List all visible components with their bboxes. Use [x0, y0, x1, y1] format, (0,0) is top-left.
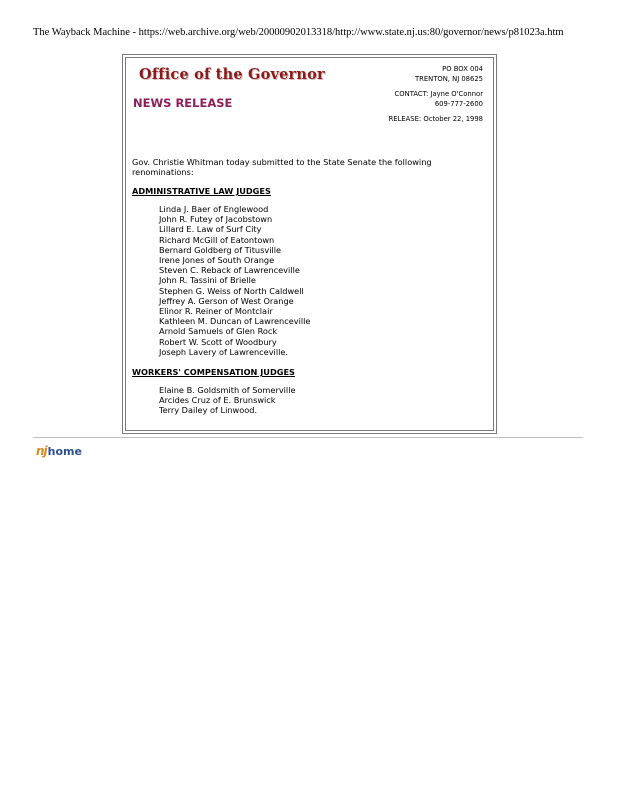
judge-list-item: Robert W. Scott of Woodbury [159, 336, 277, 347]
contact-block [389, 65, 483, 125]
judge-list-item: Terry Dailey of Linwood. [159, 405, 258, 416]
intro-paragraph: Gov. Christie Whitman today submitted to the State Senate the following renominations: [132, 157, 432, 177]
judge-list-item: Stephen G. Weiss of North Caldwell [159, 285, 304, 296]
judge-list-item: Lillard E. Law of Surf City [159, 224, 262, 235]
home-link-label: home [47, 445, 82, 458]
judge-list-item: John R. Tassini of Brielle [159, 275, 256, 286]
city-zip: TRENTON, NJ 08625 [414, 74, 483, 83]
judge-list-item: Richard McGill of Eatontown [159, 234, 275, 245]
wayback-url-header: The Wayback Machine - https://web.archive.org/web/20000902013318/http://www.state.nj.us:80/governor/news/p81023a.htm [33, 27, 564, 38]
news-release-inner-border [125, 57, 494, 431]
nj-logo: nj [36, 444, 47, 458]
office-of-governor-title: Office of the Governor [139, 66, 325, 83]
judge-list-item: Bernard Goldberg of Titusville [159, 244, 282, 255]
contact-phone: 609-777-2600 [434, 99, 483, 108]
release-date: RELEASE: October 22, 1998 [388, 115, 483, 123]
judge-list-item: Jeffrey A. Gerson of West Orange [159, 295, 294, 306]
judge-list-item: Elinor R. Reiner of Montclair [159, 306, 273, 317]
nj-home-link[interactable] [36, 444, 82, 458]
news-release-box [122, 54, 497, 434]
judge-list-item: Kathleen M. Duncan of Lawrenceville [159, 316, 311, 327]
workers-comp-judges-list [159, 385, 296, 416]
horizontal-divider [33, 437, 583, 438]
judge-list-item: Joseph Lavery of Lawrenceville. [159, 346, 289, 357]
judge-list-item: Irene Jones of South Orange [159, 255, 275, 266]
judge-list-item: Arcides Cruz of E. Brunswick [159, 395, 276, 406]
judge-list-item: Steven C. Reback of Lawrenceville [159, 265, 300, 276]
judge-list-item: Arnold Samuels of Glen Rock [159, 326, 278, 337]
contact-name: CONTACT: Jayne O'Connor [394, 90, 483, 98]
judge-list-item: Linda J. Baer of Englewood [159, 204, 269, 214]
judge-list-item: Elaine B. Goldsmith of Somerville [159, 385, 296, 395]
admin-law-judges-list [159, 204, 310, 357]
news-release-heading: NEWS RELEASE [133, 96, 233, 110]
judge-list-item: John R. Futey of Jacobstown [159, 214, 273, 225]
section-heading-admin-law-judges: ADMINISTRATIVE LAW JUDGES [132, 186, 271, 196]
section-heading-workers-comp-judges: WORKERS' COMPENSATION JUDGES [132, 367, 295, 377]
po-box: PO BOX 004 [442, 65, 483, 73]
